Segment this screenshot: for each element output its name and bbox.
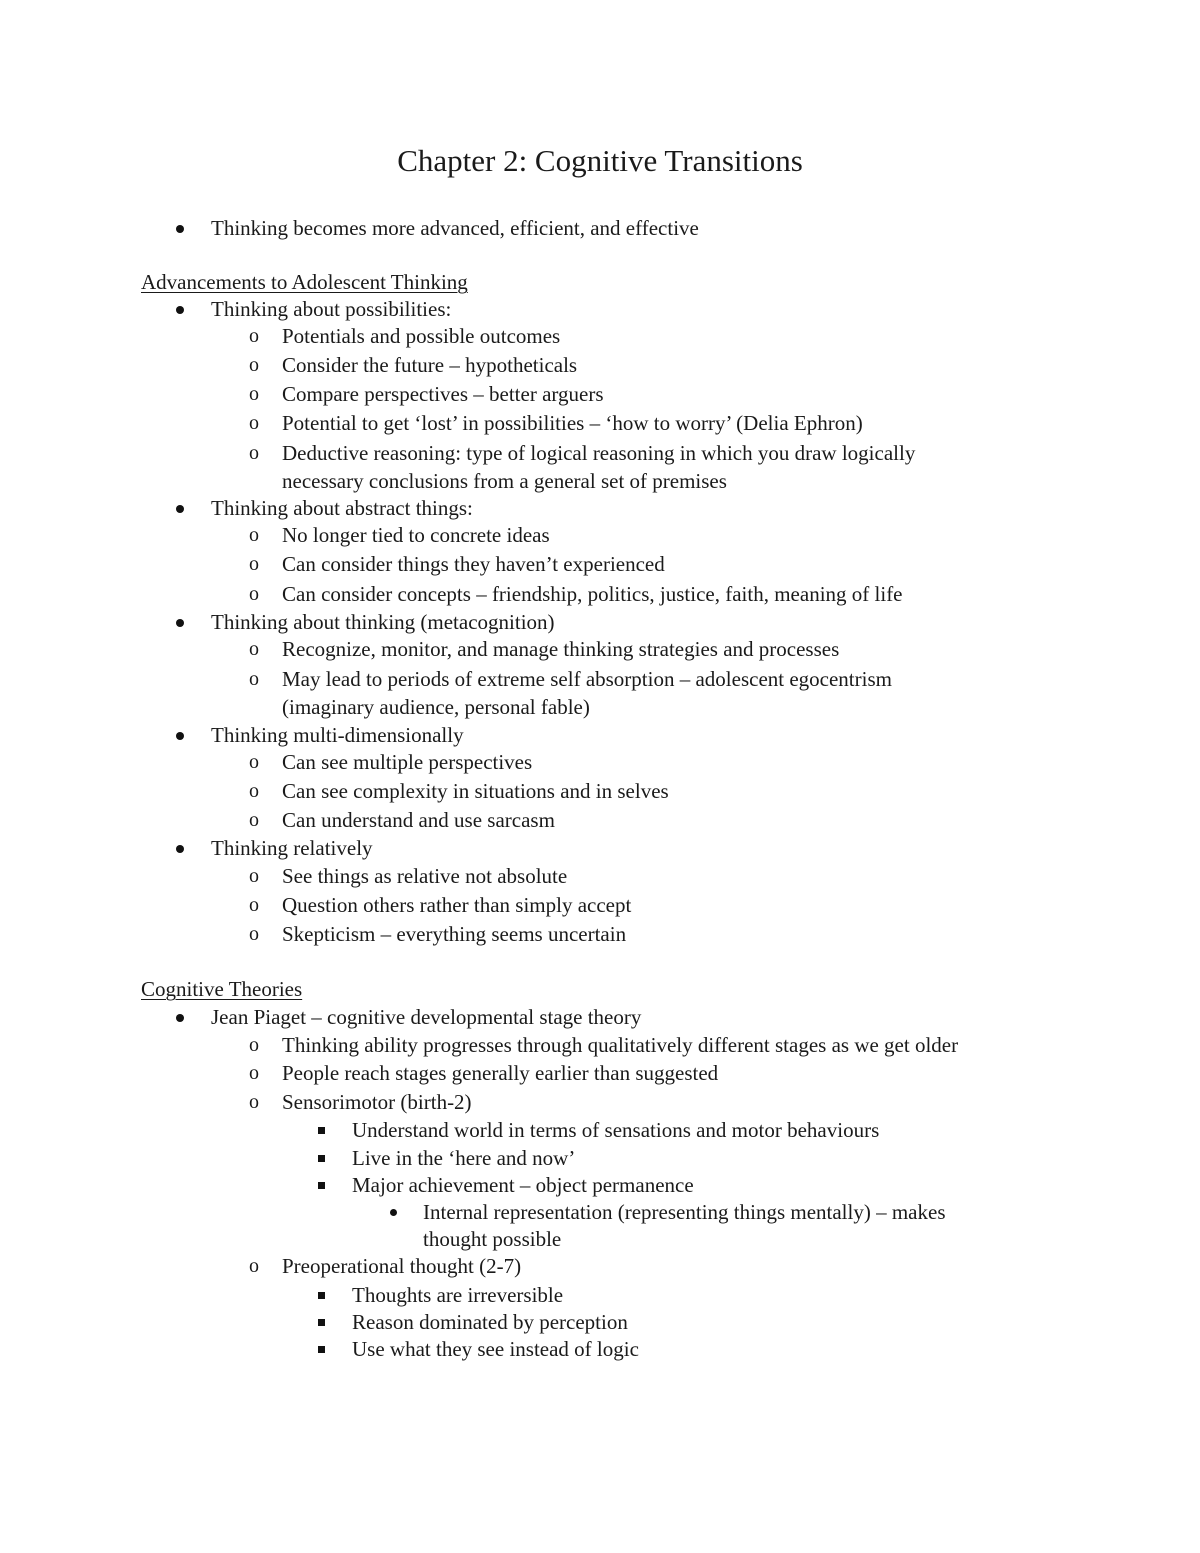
sub-list-item: Thinking ability progresses through qualitatively different stages as we get older — [282, 1033, 959, 1057]
sub-list-item-continued: necessary conclusions from a general set of premises — [282, 469, 727, 493]
sub-bullet-marker: o — [249, 751, 259, 773]
section-heading-cognitive-theories: Cognitive Theories — [141, 977, 303, 1001]
sub-list-item: Consider the future – hypotheticals — [282, 353, 578, 377]
level4-list-item-continued: thought possible — [423, 1227, 562, 1251]
sub-list-item: Question others rather than simply accept — [282, 893, 632, 917]
square-bullet-marker — [318, 1319, 325, 1326]
sub-list-item: Can understand and use sarcasm — [282, 808, 555, 832]
sub-list-item: May lead to periods of extreme self absorption – adolescent egocentrism — [282, 667, 892, 691]
sub-list-item: Sensorimotor (birth-2) — [282, 1090, 472, 1114]
sub-bullet-marker: o — [249, 1034, 259, 1056]
sub-sub-list-item: Reason dominated by perception — [352, 1310, 628, 1334]
sub-list-item: Skepticism – everything seems uncertain — [282, 922, 627, 946]
sub-list-item: Can see complexity in situations and in selves — [282, 779, 669, 803]
level4-list-item: Internal representation (representing things mentally) – makes — [423, 1200, 946, 1224]
bullet-marker — [176, 732, 184, 740]
square-bullet-marker — [318, 1182, 325, 1189]
sub-list-item: Deductive reasoning: type of logical reasoning in which you draw logically — [282, 441, 916, 465]
sub-list-item: Can consider concepts – friendship, politics, justice, faith, meaning of life — [282, 582, 903, 606]
bullet-marker — [176, 1014, 184, 1022]
sub-bullet-marker: o — [249, 923, 259, 945]
sub-list-item: Recognize, monitor, and manage thinking strategies and processes — [282, 637, 840, 661]
bullet-marker — [176, 845, 184, 853]
sub-list-item: No longer tied to concrete ideas — [282, 523, 550, 547]
page-title: Chapter 2: Cognitive Transitions — [397, 143, 803, 178]
sub-list-item-continued: (imaginary audience, personal fable) — [282, 695, 590, 719]
bullet-marker — [176, 225, 184, 233]
sub-bullet-marker: o — [249, 1062, 259, 1084]
sub-sub-list-item: Use what they see instead of logic — [352, 1337, 639, 1361]
bullet-marker — [176, 505, 184, 513]
sub-bullet-marker: o — [249, 1091, 259, 1113]
sub-bullet-marker: o — [249, 442, 259, 464]
intro-bullet-text: Thinking becomes more advanced, efficient, and effective — [211, 216, 699, 240]
sub-bullet-marker: o — [249, 553, 259, 575]
sub-list-item: Can see multiple perspectives — [282, 750, 533, 774]
sub-bullet-marker: o — [249, 583, 259, 605]
bullet-marker — [176, 619, 184, 627]
sub-sub-list-item: Major achievement – object permanence — [352, 1173, 694, 1197]
sub-sub-list-item: Thoughts are irreversible — [352, 1283, 564, 1307]
sub-bullet-marker: o — [249, 809, 259, 831]
square-bullet-marker — [318, 1127, 325, 1134]
square-bullet-marker — [318, 1346, 325, 1353]
list-item: Thinking about possibilities: — [211, 297, 452, 321]
sub-list-item: See things as relative not absolute — [282, 864, 568, 888]
sub-bullet-marker: o — [249, 894, 259, 916]
sub-bullet-marker: o — [249, 354, 259, 376]
sub-sub-list-item: Understand world in terms of sensations and motor behaviours — [352, 1118, 880, 1142]
sub-list-item: People reach stages generally earlier than suggested — [282, 1061, 719, 1085]
sub-sub-list-item: Live in the ‘here and now’ — [352, 1146, 576, 1170]
sub-bullet-marker: o — [249, 325, 259, 347]
square-bullet-marker — [318, 1292, 325, 1299]
sub-bullet-marker: o — [249, 412, 259, 434]
sub-list-item: Compare perspectives – better arguers — [282, 382, 604, 406]
list-item: Thinking about abstract things: — [211, 496, 473, 520]
square-bullet-marker — [318, 1155, 325, 1162]
sub-bullet-marker: o — [249, 638, 259, 660]
list-item: Thinking relatively — [211, 836, 373, 860]
list-item: Thinking multi-dimensionally — [211, 723, 464, 747]
sub-bullet-marker: o — [249, 780, 259, 802]
sub-list-item: Can consider things they haven’t experienced — [282, 552, 665, 576]
sub-list-item: Potential to get ‘lost’ in possibilities – ‘how to worry’ (Delia Ephron) — [282, 411, 863, 435]
list-item: Jean Piaget – cognitive developmental stage theory — [211, 1005, 642, 1029]
sub-bullet-marker: o — [249, 383, 259, 405]
sub-bullet-marker: o — [249, 865, 259, 887]
bullet-marker — [176, 306, 184, 314]
sub-bullet-marker: o — [249, 1255, 259, 1277]
list-item: Thinking about thinking (metacognition) — [211, 610, 555, 634]
sub-list-item: Potentials and possible outcomes — [282, 324, 561, 348]
bullet-marker — [390, 1209, 397, 1216]
sub-bullet-marker: o — [249, 668, 259, 690]
section-heading-advancements: Advancements to Adolescent Thinking — [141, 270, 468, 294]
sub-bullet-marker: o — [249, 524, 259, 546]
sub-list-item: Preoperational thought (2-7) — [282, 1254, 522, 1278]
